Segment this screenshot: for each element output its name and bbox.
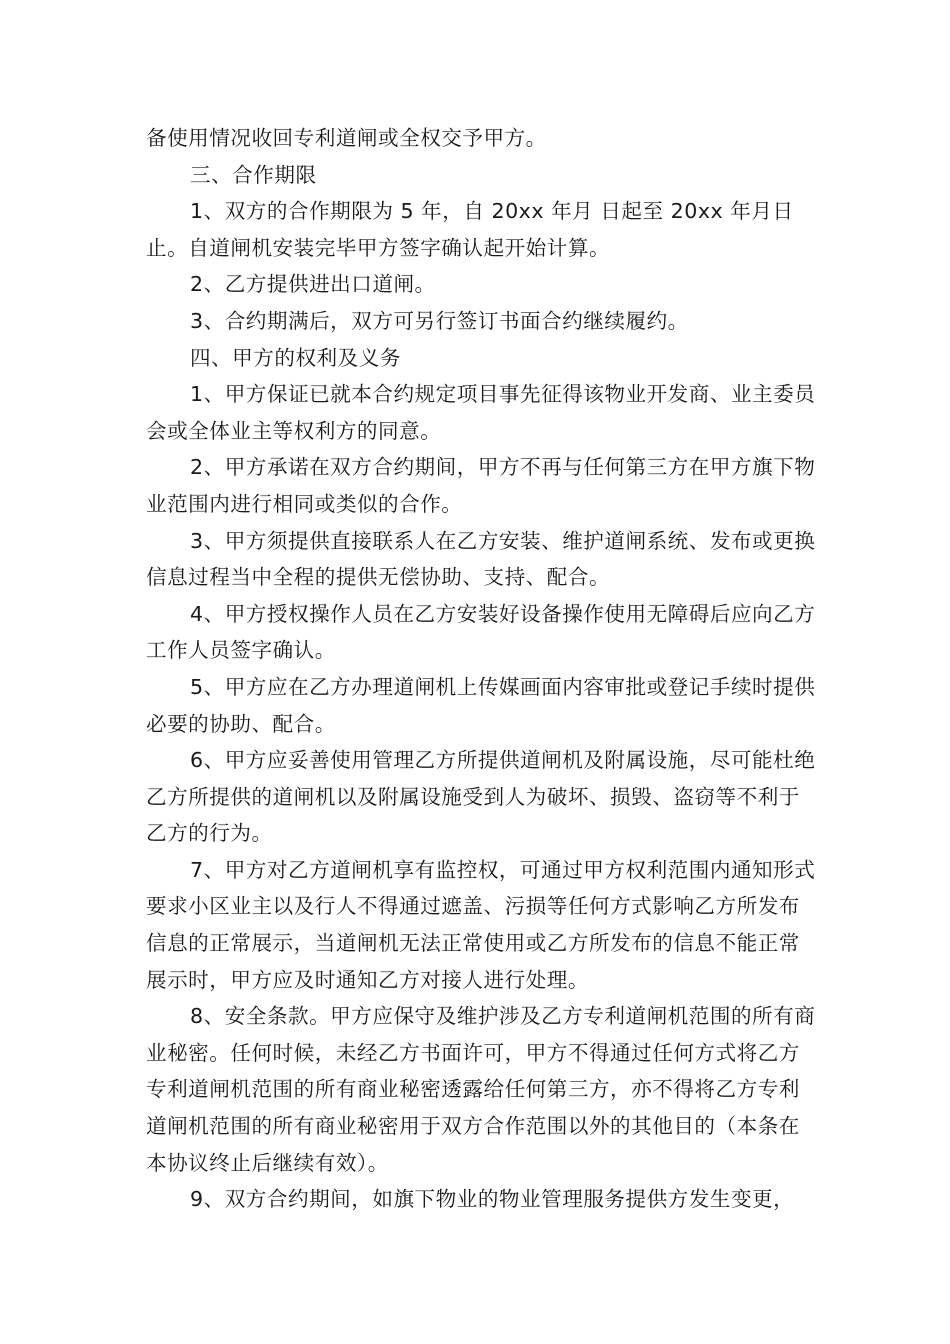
- clause-party-a-1: 1、甲方保证已就本合约规定项目事先征得该物业开发商、业主委员会或全体业主等权利方的同意。: [146, 382, 816, 443]
- clause-term-3: 3、合约期满后，双方可另行签订书面合约继续履约。: [190, 308, 689, 333]
- clause-party-a-9: 9、双方合约期间，如旗下物业的物业管理服务提供方发生变更，: [190, 1187, 795, 1212]
- section-heading-party-a-rights: 四、甲方的权利及义务: [190, 345, 401, 370]
- clause-party-a-7: 7、甲方对乙方道闸机享有监控权，可通过甲方权利范围内通知形式要求小区业主以及行人不得通过遮盖、污损等任何方式影响乙方所发布信息的正常展示，当道闸机无法正常使用或乙方所发布的信息不能正常展示时，甲方应及时通知乙方对接人进行处理。: [146, 857, 816, 992]
- clause-term-1: 1、双方的合作期限为 5 年，自 20xx 年月 日起至 20xx 年月日止。自道闸机安装完毕甲方签字确认起开始计算。: [146, 199, 794, 260]
- document-body: [146, 120, 816, 1218]
- section-heading-cooperation-term: 三、合作期限: [190, 162, 317, 187]
- clause-party-a-5: 5、甲方应在乙方办理道闸机上传媒画面内容审批或登记手续时提供必要的协助、配合。: [146, 674, 816, 736]
- clause-party-a-2: 2、甲方承诺在双方合约期间，甲方不再与任何第三方在甲方旗下物业范围内进行相同或类似的合作。: [146, 455, 816, 516]
- clause-party-a-6: 6、甲方应妥善使用管理乙方所提供道闸机及附属设施，尽可能杜绝乙方所提供的道闸机以及附属设施受到人为破坏、损毁、盗窃等不利于乙方的行为。: [146, 748, 816, 846]
- clause-term-2: 2、乙方提供进出口道闸。: [190, 272, 436, 297]
- clause-party-a-8: 8、安全条款。甲方应保守及维护涉及乙方专利道闸机范围的所有商业秘密。任何时候，未经乙方书面许可，甲方不得通过任何方式将乙方专利道闸机范围的所有商业秘密透露给任何第三方，亦不得将乙方专利道闸机范围的所有商业秘密用于双方合作范围以外的其他目的（本条在本协议终止后继续有效）。: [146, 1004, 816, 1175]
- clause-party-a-3: 3、甲方须提供直接联系人在乙方安装、维护道闸系统、发布或更换信息过程当中全程的提供无偿协助、支持、配合。: [146, 528, 816, 590]
- paragraph-continuation: 备使用情况收回专利道闸或全权交予甲方。: [146, 126, 547, 150]
- clause-party-a-4: 4、甲方授权操作人员在乙方安装好设备操作使用无障碍后应向乙方工作人员签字确认。: [146, 601, 816, 663]
